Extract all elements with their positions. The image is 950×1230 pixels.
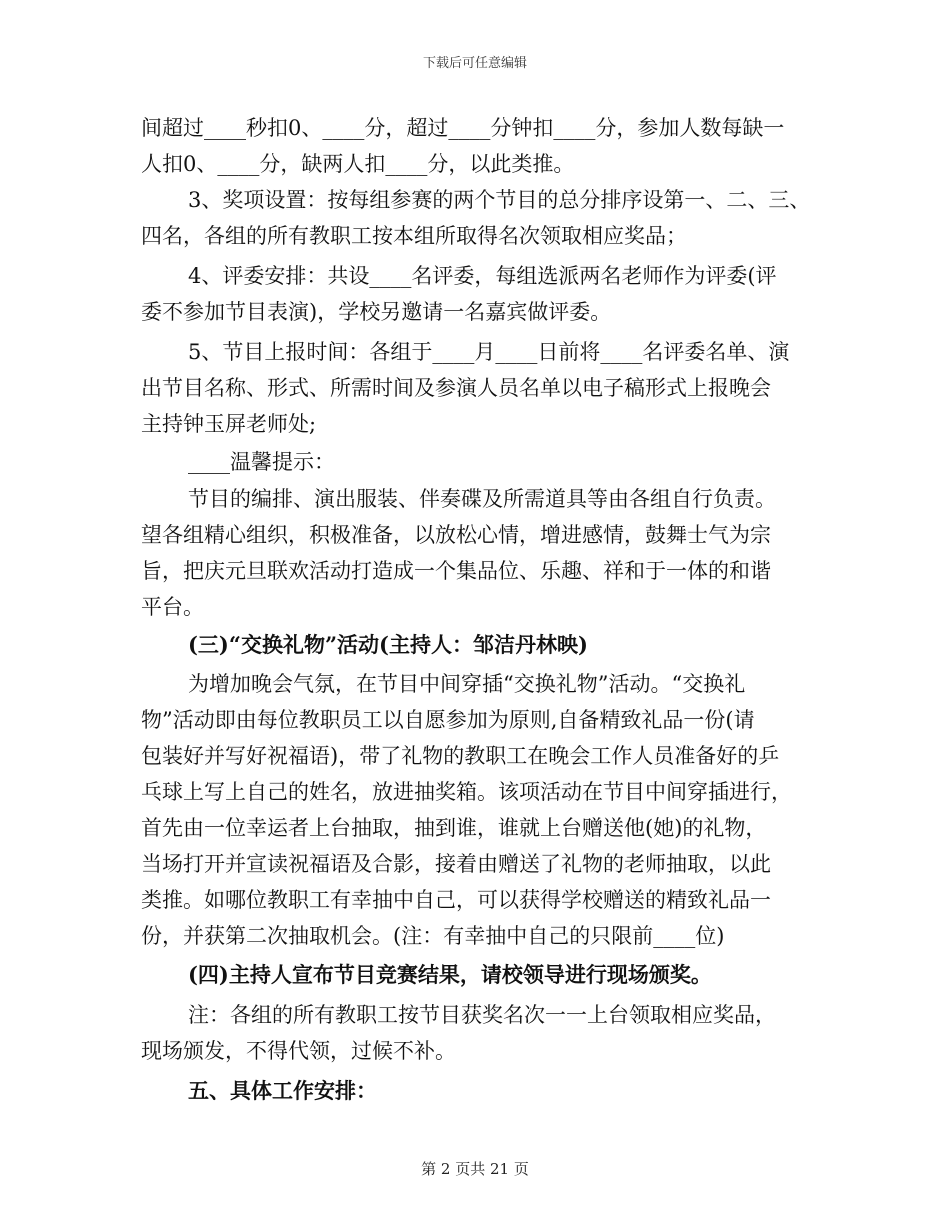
paragraph-line: 3、奖项设置：按每组参赛的两个节目的总分排序设第一、二、三、 (188, 188, 811, 212)
section-heading: (四)主持人宣布节目竞赛结果，请校领导进行现场颁奖。 (188, 962, 712, 987)
paragraph-line: 旨，把庆元旦联欢活动打造成一个集品位、乐趣、祥和于一体的和谐 (141, 559, 771, 583)
paragraph-line: 为增加晚会气氛，在节目中间穿插“交换礼物”活动。“交换礼 (188, 672, 746, 696)
paragraph-line: 出节目名称、形式、所需时间及参演人员名单以电子稿形式上报晚会 (141, 376, 771, 400)
paragraph-line: 现场颁发，不得代领，过候不补。 (141, 1039, 456, 1063)
paragraph-line: 人扣0、____分，缺两人扣____分，以此类推。 (141, 152, 575, 176)
page-header: 下载后可任意编辑 (422, 56, 527, 71)
paragraph-line: 物”活动即由每位教职员工以自愿参加为原则,自备精致礼品一份(请 (141, 708, 755, 732)
paragraph-line: 注：各组的所有教职工按节目获奖名次一一上台领取相应奖品， (188, 1003, 776, 1027)
paragraph-line: 当场打开并宣读祝福语及合影，接着由赠送了礼物的老师抽取，以此 (141, 852, 771, 876)
paragraph-line: ____温馨提示： (188, 450, 335, 474)
paragraph-line: 间超过____秒扣0、____分，超过____分钟扣____分，参加人数每缺一 (141, 116, 785, 140)
paragraph-line: 4、评委安排：共设____名评委，每组选派两名老师作为评委(评 (188, 264, 777, 288)
paragraph-line: 包装好并写好祝福语)，带了礼物的教职工在晚会工作人员准备好的乒 (141, 744, 780, 768)
section-heading: 五、具体工作安排： (188, 1078, 377, 1103)
paragraph-line: 节目的编排、演出服装、伴奏碟及所需道具等由各组自行负责。 (188, 487, 776, 511)
section-heading: (三)“交换礼物”活动(主持人：邹洁丹林映) (188, 632, 588, 657)
page-footer: 第 2 页共 21 页 (421, 1160, 529, 1178)
paragraph-line: 主持钟玉屏老师处; (141, 412, 317, 436)
paragraph-line: 份，并获第二次抽取机会。(注：有幸抽中自己的只限前____位) (141, 924, 725, 948)
paragraph-line: 四名，各组的所有教职工按本组所取得名次领取相应奖品； (141, 224, 687, 248)
paragraph-line: 平台。 (141, 595, 204, 619)
paragraph-line: 类推。如哪位教职工有幸抽中自己，可以获得学校赠送的精致礼品一 (141, 888, 771, 912)
paragraph-line: 望各组精心组织，积极准备，以放松心情，增进感情，鼓舞士气为宗 (141, 523, 771, 547)
paragraph-line: 委不参加节目表演)，学校另邀请一名嘉宾做评委。 (141, 300, 612, 324)
paragraph-line: 乓球上写上自己的姓名，放进抽奖箱。该项活动在节目中间穿插进行， (141, 780, 792, 804)
paragraph-line: 5、节目上报时间：各组于____月____日前将____名评委名单、演 (188, 340, 790, 364)
paragraph-line: 首先由一位幸运者上台抽取，抽到谁，谁就上台赠送他(她)的礼物， (141, 816, 767, 840)
